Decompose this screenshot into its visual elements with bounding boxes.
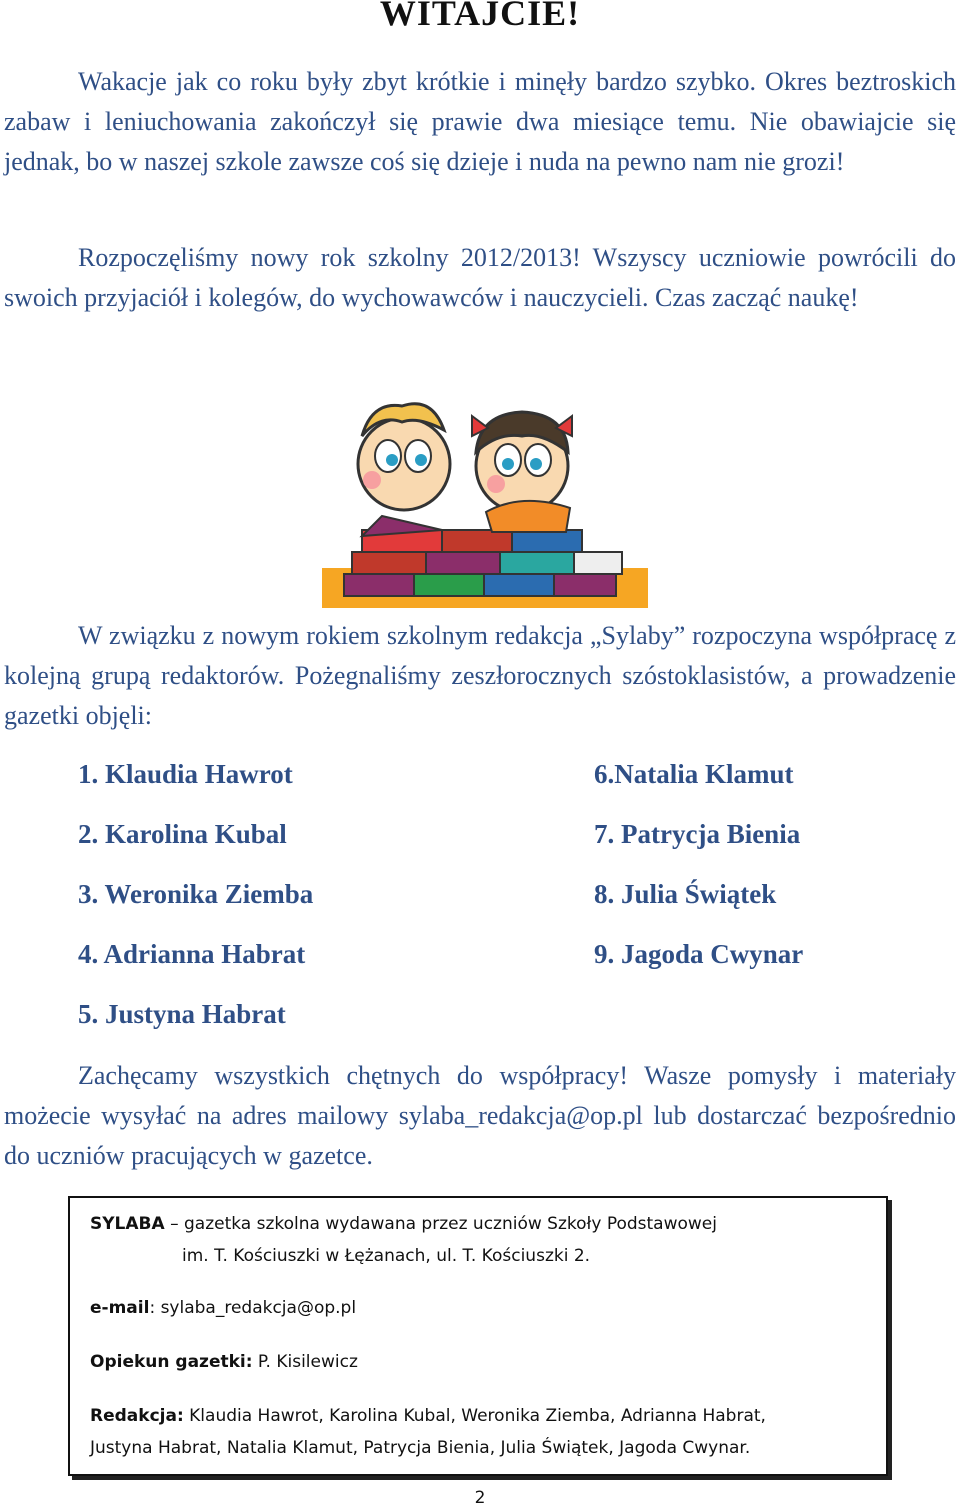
school-year-paragraph <box>4 238 956 318</box>
intro-paragraph <box>4 62 956 182</box>
email-value: : sylaba_redakcja@op.pl <box>149 1298 357 1318</box>
editors-intro-paragraph <box>4 616 956 736</box>
editors-intro-text: W związku z nowym rokiem szkolnym redakcja „Sylaby” rozpoczyna współpracę z kolejną grupą redaktorów. Pożegnaliśmy zeszłorocznych szóstoklasistów, a prowadzenie gazetki objęli: <box>4 621 956 730</box>
newspaper-name-line <box>90 1214 717 1234</box>
newspaper-description: – gazetka szkolna wydawana przez uczniów Szkoły Podstawowej <box>164 1214 717 1234</box>
editor-list-item: 3. Weronika Ziemba <box>78 879 314 909</box>
intro-text: Wakacje jak co roku były zbyt krótkie i minęły bardzo szybko. Okres beztroskich zabaw i leniuchowania zakończył się prawie dwa miesiące temu. Nie obawiajcie się jednak, bo w naszej szkole zawsze coś się dzieje i nuda na pewno nam nie grozi! <box>4 67 956 176</box>
editor-list-item: 8. Julia Świątek <box>594 879 777 909</box>
staff-value: Klaudia Hawrot, Karolina Kubal, Weronika Ziemba, Adrianna Habrat, <box>183 1406 766 1426</box>
kids-reading-illustration <box>322 396 648 608</box>
guardian-label: Opiekun gazetki: <box>90 1352 253 1372</box>
invitation-text: Zachęcamy wszystkich chętnych do współpracy! Wasze pomysły i materiały możecie wysyłać na adres mailowy sylaba_redakcja@op.pl lub dostarczać bezpośrednio do uczniów pracujących w gazetce. <box>4 1061 956 1170</box>
school-year-text: Rozpoczęliśmy nowy rok szkolny 2012/2013! Wszyscy uczniowie powrócili do swoich przyjaciół i kolegów, do wychowawców i nauczycieli. Czas zacząć naukę! <box>4 243 956 312</box>
newspaper-name-label: SYLABA <box>90 1214 165 1234</box>
editor-list-item: 5. Justyna Habrat <box>78 999 286 1029</box>
staff-line <box>90 1406 766 1426</box>
staff-label: Redakcja: <box>90 1406 184 1426</box>
page-title: WITAJCIE! <box>379 0 581 33</box>
page-number: 2 <box>474 1488 486 1508</box>
guardian-line <box>90 1352 358 1372</box>
editor-list-item: 4. Adrianna Habrat <box>78 939 306 969</box>
invitation-paragraph <box>4 1056 956 1176</box>
email-line <box>90 1298 356 1318</box>
staff-line-2: Justyna Habrat, Natalia Klamut, Patrycja Bienia, Julia Świątek, Jagoda Cwynar. <box>90 1438 751 1458</box>
editor-list-item: 9. Jagoda Cwynar <box>594 939 804 969</box>
editor-list-item: 2. Karolina Kubal <box>78 819 287 849</box>
guardian-value: P. Kisilewicz <box>252 1352 358 1372</box>
newspaper-info-box <box>68 1196 888 1476</box>
editor-list-item: 7. Patrycja Bienia <box>594 819 801 849</box>
editor-list-item: 1. Klaudia Hawrot <box>78 759 293 789</box>
email-label: e-mail <box>90 1298 150 1318</box>
newspaper-address-line: im. T. Kościuszki w Łężanach, ul. T. Kościuszki 2. <box>182 1246 591 1266</box>
editor-list-item: 6.Natalia Klamut <box>594 759 794 789</box>
